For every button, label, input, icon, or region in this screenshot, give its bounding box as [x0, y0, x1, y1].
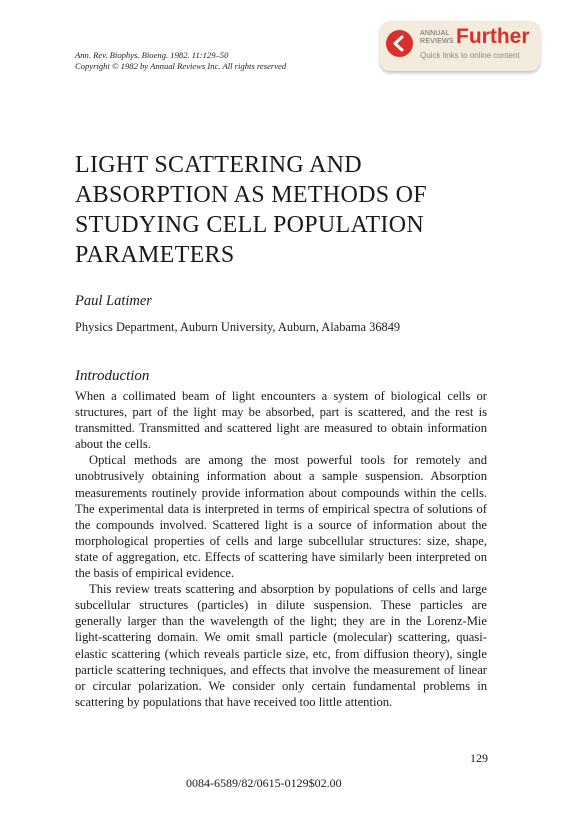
badge-further-text: Further — [456, 25, 530, 48]
arrow-left-icon — [386, 30, 413, 57]
body-text — [75, 388, 487, 710]
article-title: LIGHT SCATTERING AND ABSORPTION AS METHODS OF STUDYING CELL POPULATION PARAMETERS — [75, 152, 427, 268]
badge-subtitle: Quick links to online content — [420, 51, 520, 60]
citation — [75, 50, 286, 72]
badge-annual-text: ANNUAL — [420, 30, 450, 37]
author-affiliation: Physics Department, Auburn University, Auburn, Alabama 36849 — [75, 320, 401, 334]
citation-copyright: Copyright © 1982 by Annual Reviews Inc. All rights reserved — [75, 61, 287, 71]
badge-publisher — [420, 30, 454, 46]
section-heading: Introduction — [75, 368, 150, 384]
paragraph: Optical methods are among the most powerful tools for remotely and unobtrusively obtaining information about a sample suspension. Absorption measurements routinely provide information about compounds within the cells. The experimental data is interpreted in terms of empirical spectra of solutions of the compounds involved. Scattered light is a source of information about the morphological properties of cells and large subcellular structures: size, shape, state of aggregation, etc. Effects of scattering have similarly been interpreted on the basis of empirical evidence. — [75, 453, 487, 581]
author-name: Paul Latimer — [75, 293, 152, 309]
article-code: 0084-6589/82/0615-0129$02.00 — [186, 776, 342, 790]
citation-journal: Ann. Rev. Biophys. Bioeng. 1982. 11:129–50 — [75, 50, 229, 60]
further-badge[interactable] — [380, 21, 540, 71]
paragraph: This review treats scattering and absorption by populations of cells and large subcellular structures (particles) in dilute suspension. These particles are generally larger than the wavelength of the light; they are in the Lorenz-Mie light-scattering domain. We omit small particle (molecular) scattering, quasi-elastic scattering (which reveals particle size, etc, from diffusion theory), single particle scattering techniques, and effects that involve the measurement of linear or circular polarization. We consider only certain fundamental problems in scattering by populations that have received too little attention. — [75, 582, 487, 709]
page-number: 129 — [470, 751, 488, 765]
badge-reviews-text: REVIEWS — [420, 38, 454, 45]
paragraph: When a collimated beam of light encounters a system of biological cells or structures, part of the light may be absorbed, part is scattered, and the rest is transmitted. Transmitted and scattered light are measured to obtain information about the cells. — [75, 389, 487, 452]
